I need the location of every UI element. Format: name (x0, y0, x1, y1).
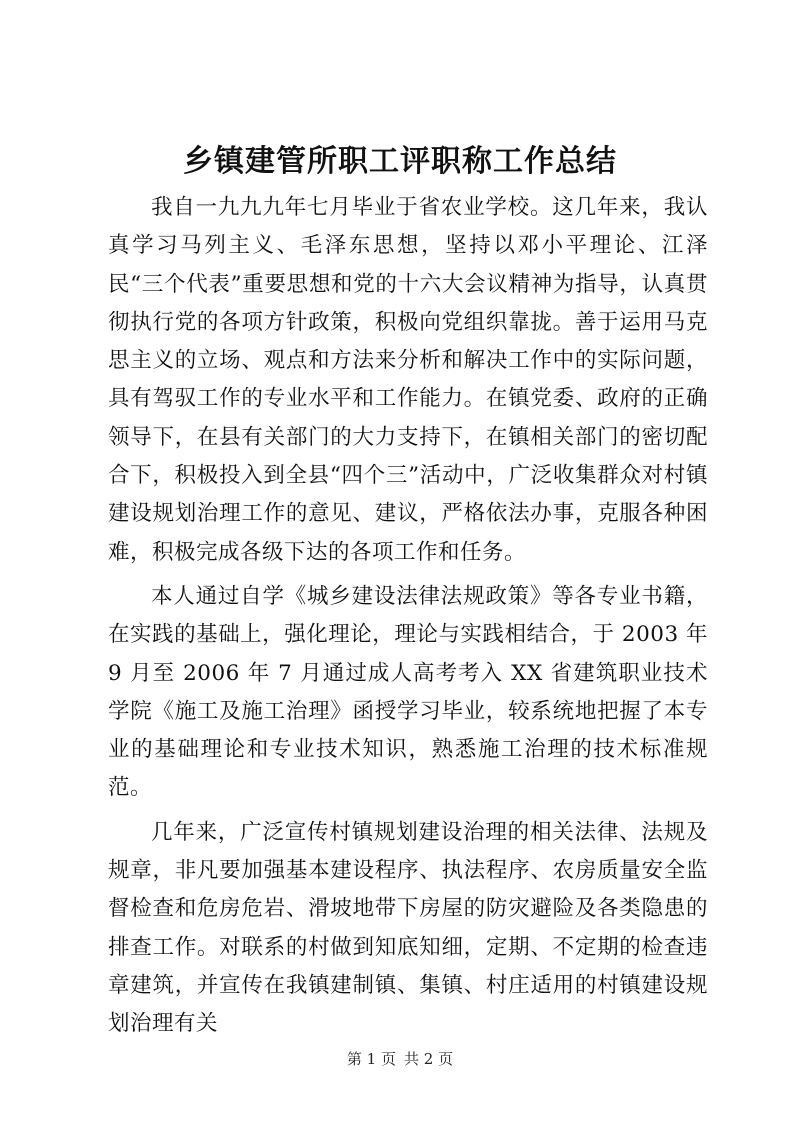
paragraph-1: 我自一九九九年七月毕业于省农业学校。这几年来，我认真学习马列主义、毛泽东思想，坚持以邓小平理论、江泽民“三个代表”重要思想和党的十六大会议精神为指导，认真贯彻执行党的各项方针政策，积极向党组织靠拢。善于运用马克思主义的立场、观点和方法来分析和解决工作中的实际问题，具有驾驭工作的专业水平和工作能力。在镇党委、政府的正确领导下，在县有关部门的大力支持下，在镇相关部门的密切配合下，积极投入到全县“四个三”活动中，广泛收集群众对村镇建设规划治理工作的意见、建议，严格依法办事，克服各种困难，积极完成各级下达的各项工作和任务。 (108, 195, 708, 565)
paragraph-2: 本人通过自学《城乡建设法律法规政策》等各专业书籍，在实践的基础上，强化理论，理论与实践相结合，于 2003 年 9 月至 2006 年 7 月通过成人高考考入 XX 省建筑职业技术学院《施工及施工治理》函授学习毕业，较系统地把握了本专业的基础理论和专业技术知识，熟悉施工治理的技术标准规范。 (108, 583, 708, 801)
page-number: 第 1 页 (346, 1050, 396, 1068)
document-title: 乡镇建管所职工评职称工作总结 (183, 144, 617, 179)
document-body (108, 189, 708, 1044)
page-footer (0, 1049, 800, 1069)
page-total: 共 2 页 (404, 1050, 454, 1068)
paragraph-3: 几年来，广泛宣传村镇规划建设治理的相关法律、法规及规章，非凡要加强基本建设程序、执法程序、农房质量安全监督检查和危房危岩、滑坡地带下房屋的防灾避险及各类隐患的排查工作。对联系的村做到知底知细，定期、不定期的检查违章建筑，并宣传在我镇建制镇、集镇、村庄适用的村镇建设规划治理有关 (108, 819, 708, 1037)
